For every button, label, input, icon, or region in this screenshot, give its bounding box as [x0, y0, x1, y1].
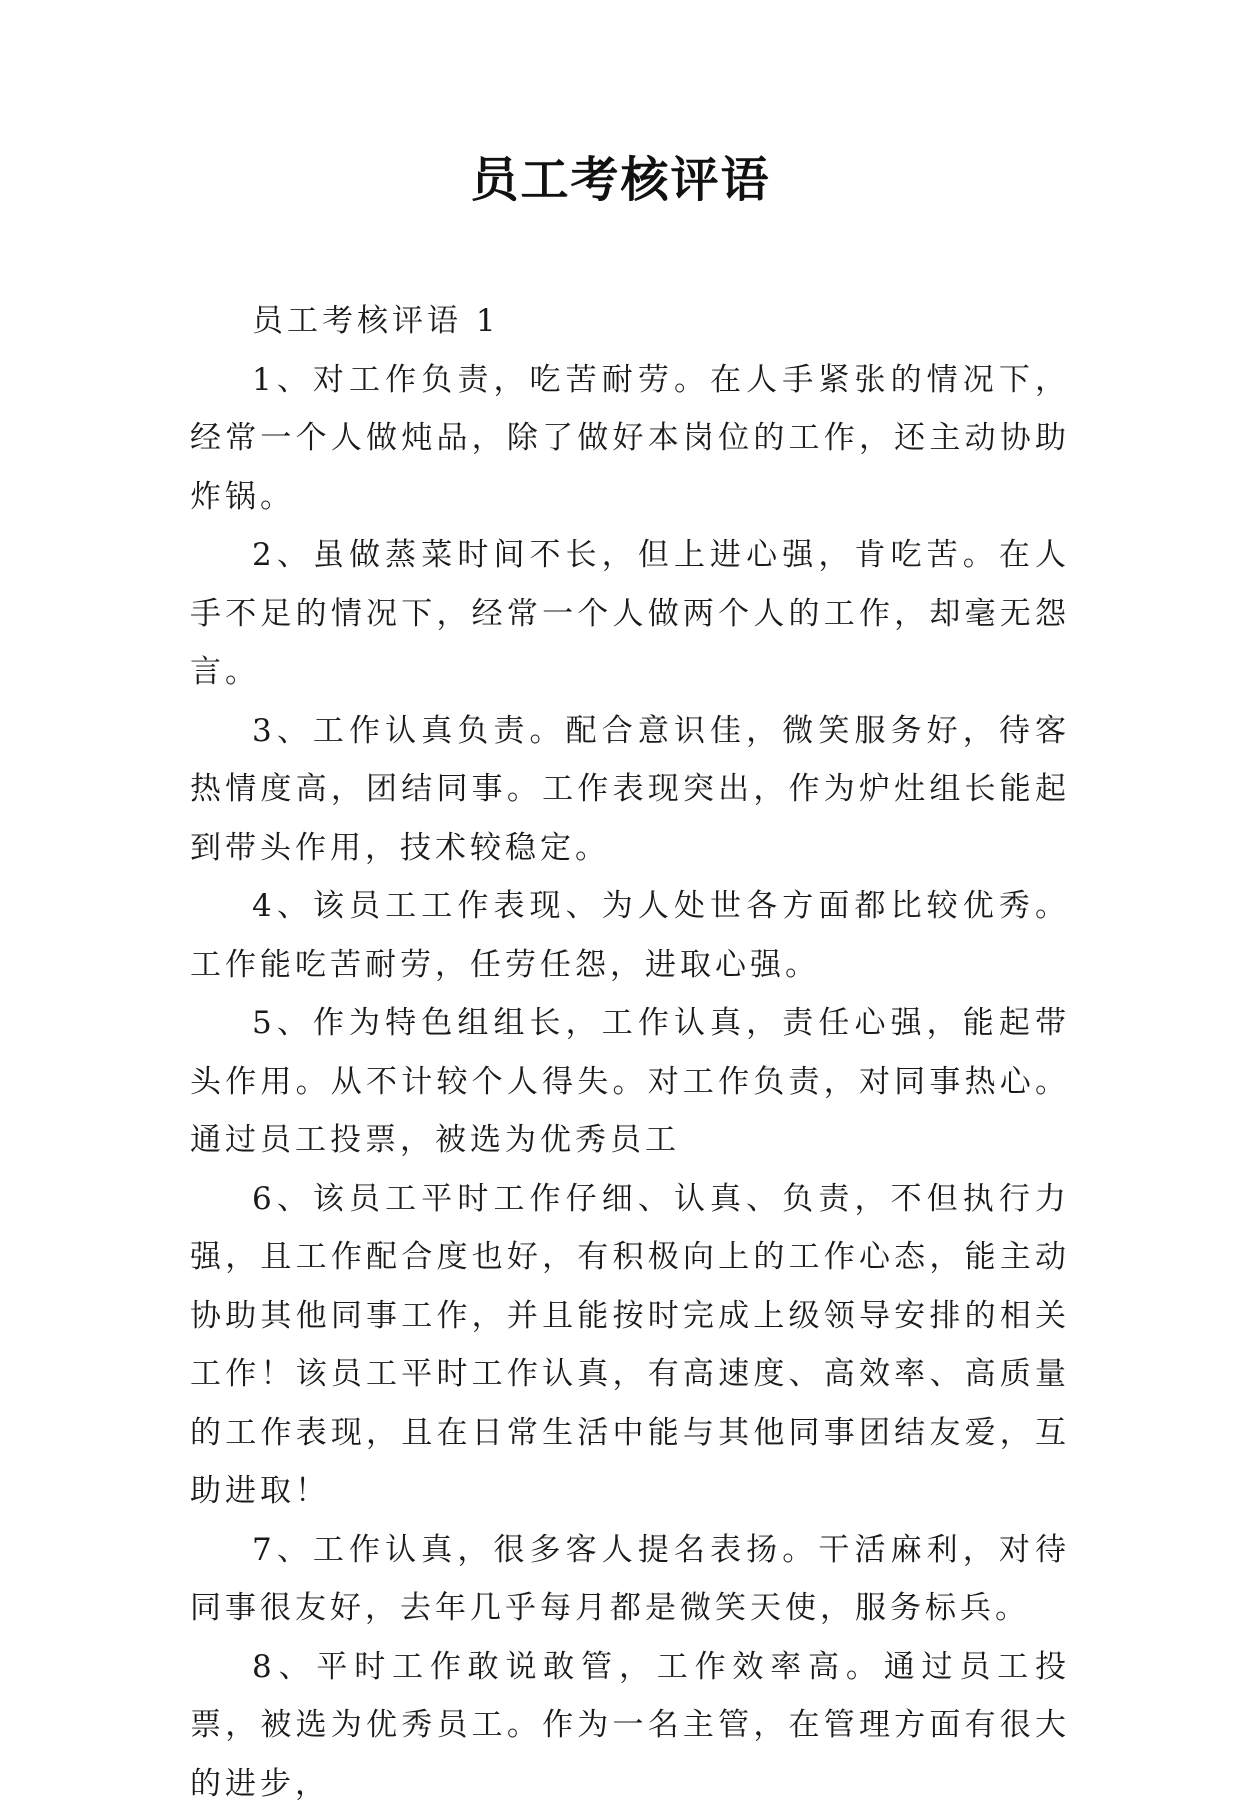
document-body [190, 292, 1070, 1813]
paragraph-item-6: 6、该员工平时工作仔细、认真、负责，不但执行力强，且工作配合度也好，有积极向上的工作心态，能主动协助其他同事工作，并且能按时完成上级领导安排的相关工作！该员工平时工作认真，有高速度、高效率、高质量的工作表现，且在日常生活中能与其他同事团结友爱，互助进取！ [190, 1170, 1070, 1521]
paragraph-item-1: 1、对工作负责，吃苦耐劳。在人手紧张的情况下，经常一个人做炖品，除了做好本岗位的工作，还主动协助炸锅。 [190, 351, 1070, 527]
paragraph-item-7: 7、工作认真，很多客人提名表扬。干活麻利，对待同事很友好，去年几乎每月都是微笑天使，服务标兵。 [190, 1521, 1070, 1638]
paragraph-item-8: 8、平时工作敢说敢管，工作效率高。通过员工投票，被选为优秀员工。作为一名主管，在管理方面有很大的进步， [190, 1638, 1070, 1813]
paragraph-item-5: 5、作为特色组组长，工作认真，责任心强，能起带头作用。从不计较个人得失。对工作负责，对同事热心。通过员工投票，被选为优秀员工 [190, 994, 1070, 1170]
paragraph-item-3: 3、工作认真负责。配合意识佳，微笑服务好，待客热情度高，团结同事。工作表现突出，作为炉灶组长能起到带头作用，技术较稳定。 [190, 702, 1070, 878]
paragraph-item-4: 4、该员工工作表现、为人处世各方面都比较优秀。工作能吃苦耐劳，任劳任怨，进取心强。 [190, 877, 1070, 994]
document-title: 员工考核评语 [0, 150, 1241, 210]
paragraph-item-2: 2、虽做蒸菜时间不长，但上进心强，肯吃苦。在人手不足的情况下，经常一个人做两个人的工作，却毫无怨言。 [190, 526, 1070, 702]
section-heading: 员工考核评语 1 [190, 292, 1070, 351]
